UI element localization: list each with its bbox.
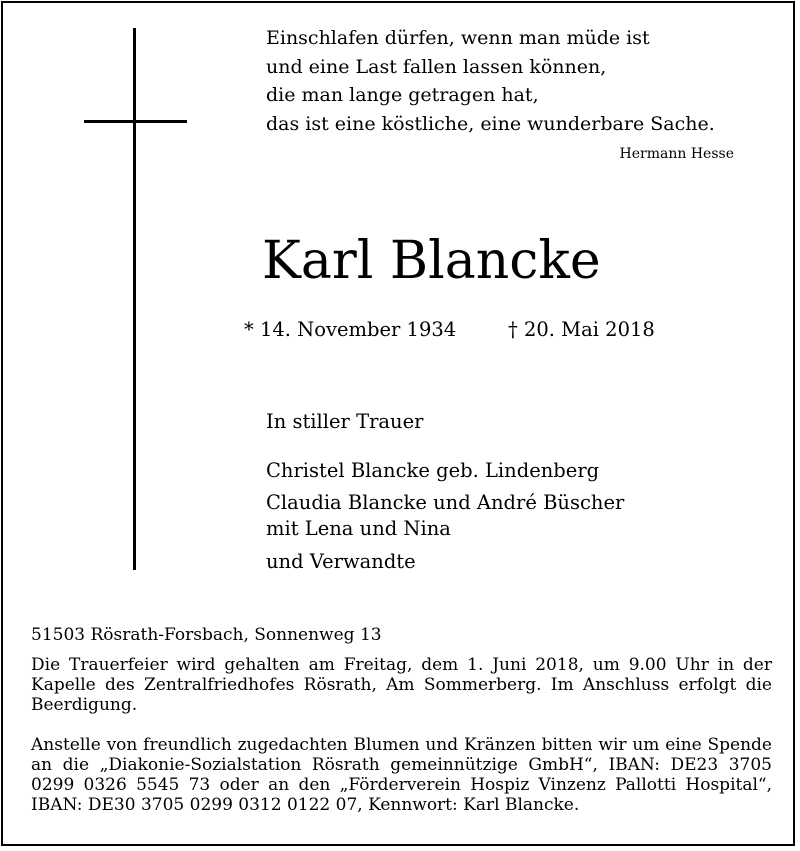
death-date: † 20. Mai 2018 [508, 318, 655, 341]
family-member: Christel Blancke geb. Lindenberg [266, 459, 600, 482]
family-member: und Verwandte [266, 550, 416, 573]
deceased-name: Karl Blancke [262, 231, 601, 291]
cross-icon-crossbar [84, 120, 187, 123]
mourning-intro: In stiller Trauer [266, 410, 424, 433]
poem-author: Hermann Hesse [619, 146, 734, 162]
family-member: mit Lena und Nina [266, 517, 451, 540]
poem-line: die man lange getragen hat, [266, 84, 539, 106]
poem-line: Einschlafen dürfen, wenn man müde ist [266, 27, 650, 49]
poem-line: und eine Last fallen lassen können, [266, 55, 607, 78]
donation-info: Anstelle von freundlich zugedachten Blumen und Kränzen bitten wir um eine Spende an die „Diakonie-Sozialstation Rösrath gemeinnützige GmbH“, IBAN: DE23 3705 0299 0326 5545 73 oder an den „Förderverein Hospiz Vinzenz Pallotti Hospital“, IBAN: DE30 3705 0299 0312 0122 07, Kennwort: Karl Blancke. [31, 735, 772, 815]
poem-quote [266, 24, 715, 138]
ceremony-info: Die Trauerfeier wird gehalten am Freitag, dem 1. Juni 2018, um 9.00 Uhr in der Kapelle des Zentralfriedhofes Rösrath, Am Sommerberg. Im Anschluss erfolgt die Beerdigung. [31, 655, 772, 715]
birth-date: * 14. November 1934 [244, 318, 457, 341]
family-member: Claudia Blancke und André Büscher [266, 491, 625, 514]
address: 51503 Rösrath-Forsbach, Sonnenweg 13 [31, 625, 382, 645]
cross-icon [133, 28, 136, 570]
poem-line: das ist eine köstliche, eine wunderbare Sache. [266, 112, 715, 135]
